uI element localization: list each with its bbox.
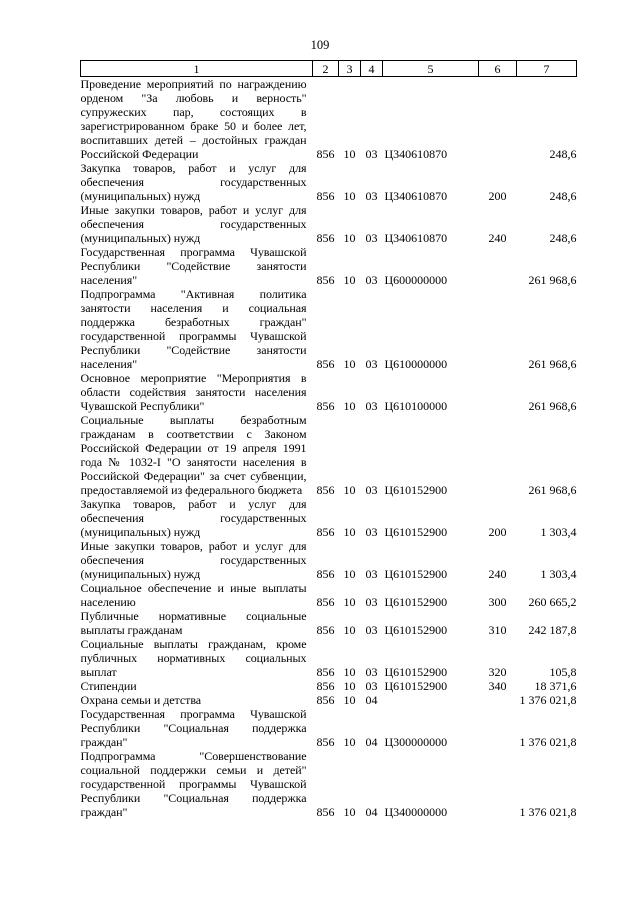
table-row [81, 707, 577, 749]
row-expense-type: 240 [488, 567, 507, 581]
column-header-5: 5 [383, 61, 479, 77]
row-name: Закупка товаров, работ и услуг для обеспечения государственных (муниципальных) нужд [80, 161, 307, 203]
row-admin-code: 856 [316, 567, 335, 581]
row-admin-code: 856 [316, 665, 335, 679]
row-admin-code: 856 [316, 595, 335, 609]
row-expense-type: 320 [488, 665, 507, 679]
row-subsection: 03 [365, 189, 378, 203]
row-admin-code: 856 [316, 147, 335, 161]
row-target-article: Ц610152900 [384, 567, 448, 581]
page-number: 109 [310, 38, 330, 52]
table-row [81, 203, 577, 245]
table-row [81, 637, 577, 679]
row-section: 10 [343, 189, 356, 203]
row-name: Социальное обеспечение и иные выплаты населению [80, 581, 307, 609]
column-header-1: 1 [81, 61, 313, 77]
row-target-article: Ц610152900 [384, 665, 448, 679]
table-header [81, 61, 577, 77]
row-section: 10 [343, 357, 356, 371]
row-amount: 248,6 [549, 231, 577, 245]
row-amount: 248,6 [549, 189, 577, 203]
row-section: 10 [343, 483, 356, 497]
row-subsection: 03 [365, 147, 378, 161]
row-admin-code: 856 [316, 231, 335, 245]
table-row [81, 749, 577, 819]
row-expense-type [479, 749, 517, 819]
row-subsection: 04 [365, 693, 378, 707]
row-section: 10 [343, 273, 356, 287]
row-name: Государственная программа Чувашской Республики "Содействие занятости населения" [80, 245, 307, 287]
row-target-article: Ц610152900 [384, 525, 448, 539]
table-row [81, 413, 577, 497]
row-admin-code: 856 [316, 399, 335, 413]
row-section: 10 [343, 147, 356, 161]
row-amount: 261 968,6 [528, 273, 577, 287]
row-expense-type: 240 [488, 231, 507, 245]
row-target-article: Ц340610870 [384, 231, 448, 245]
table-row [81, 609, 577, 637]
table-row [81, 287, 577, 371]
row-admin-code: 856 [316, 483, 335, 497]
row-amount: 1 303,4 [540, 525, 577, 539]
row-target-article: Ц610152900 [384, 679, 448, 693]
row-subsection: 03 [365, 679, 378, 693]
row-section: 10 [343, 665, 356, 679]
row-admin-code: 856 [316, 679, 335, 693]
row-expense-type [479, 287, 517, 371]
row-target-article: Ц340610870 [384, 189, 448, 203]
row-admin-code: 856 [316, 735, 335, 749]
column-header-6: 6 [479, 61, 517, 77]
row-amount: 105,8 [549, 665, 577, 679]
row-name: Подпрограмма "Активная политика занятости населения и социальная поддержка безработных граждан" государственной программы Чувашской Республики "Содействие занятости населения" [80, 287, 307, 371]
row-section: 10 [343, 595, 356, 609]
row-name: Подпрограмма "Совершенствование социальной поддержки семьи и детей" государственной программы Чувашской Республики "Социальная поддержка граждан" [80, 749, 307, 819]
row-section: 10 [343, 399, 356, 413]
row-subsection: 04 [365, 805, 378, 819]
table-row [81, 539, 577, 581]
row-section: 10 [343, 525, 356, 539]
row-expense-type [479, 413, 517, 497]
row-target-article: Ц340610870 [384, 147, 448, 161]
row-target-article: Ц610152900 [384, 623, 448, 637]
row-target-article: Ц340000000 [384, 805, 448, 819]
row-target-article: Ц600000000 [384, 273, 448, 287]
table-row [81, 77, 577, 162]
column-header-7: 7 [517, 61, 577, 77]
row-name: Иные закупки товаров, работ и услуг для обеспечения государственных (муниципальных) нужд [80, 203, 307, 245]
row-subsection: 04 [365, 735, 378, 749]
table-body [81, 77, 577, 820]
row-section: 10 [343, 805, 356, 819]
row-amount: 261 968,6 [528, 399, 577, 413]
row-name: Основное мероприятие "Мероприятия в области содействия занятости населения Чувашской Республики" [80, 371, 307, 413]
row-amount: 260 665,2 [528, 595, 577, 609]
row-admin-code: 856 [316, 189, 335, 203]
row-subsection: 03 [365, 595, 378, 609]
row-section: 10 [343, 567, 356, 581]
row-amount: 1 303,4 [540, 567, 577, 581]
row-admin-code: 856 [316, 273, 335, 287]
row-amount: 1 376 021,8 [519, 805, 577, 819]
row-name: Закупка товаров, работ и услуг для обеспечения государственных (муниципальных) нужд [80, 497, 307, 539]
row-target-article: Ц610152900 [384, 595, 448, 609]
row-subsection: 03 [365, 231, 378, 245]
row-admin-code: 856 [316, 525, 335, 539]
table-row [81, 679, 577, 693]
row-amount: 242 187,8 [528, 623, 577, 637]
row-name: Иные закупки товаров, работ и услуг для обеспечения государственных (муниципальных) нужд [80, 539, 307, 581]
budget-table [80, 60, 577, 819]
row-subsection: 03 [365, 665, 378, 679]
row-admin-code: 856 [316, 357, 335, 371]
row-name: Социальные выплаты безработным гражданам в соответствии с Законом Российской Федерации от 19 апреля 1991 года № 1032-I "О занятости населения в Российской Федерации" за счет субвенции, предоставляемой из федерального бюджета [80, 413, 307, 497]
row-amount: 18 371,6 [534, 679, 577, 693]
table-row [81, 693, 577, 707]
header-row [81, 61, 577, 77]
row-amount: 248,6 [549, 147, 577, 161]
row-section: 10 [343, 231, 356, 245]
row-target-article: Ц610000000 [384, 357, 448, 371]
row-target-article: Ц610100000 [384, 399, 448, 413]
row-name: Государственная программа Чувашской Республики "Социальная поддержка граждан" [80, 707, 307, 749]
row-name: Проведение мероприятий по награждению орденом "За любовь и верность" супружеских пар, состоящих в зарегистрированном браке 50 и более лет, воспитавших детей – достойных граждан Российской Федерации [80, 77, 307, 161]
row-expense-type: 200 [488, 189, 507, 203]
row-name: Социальные выплаты гражданам, кроме публичных нормативных социальных выплат [80, 637, 307, 679]
row-subsection: 03 [365, 567, 378, 581]
row-subsection: 03 [365, 525, 378, 539]
row-target-article: Ц300000000 [384, 735, 448, 749]
row-expense-type: 310 [488, 623, 507, 637]
row-subsection: 03 [365, 273, 378, 287]
row-section: 10 [343, 735, 356, 749]
row-admin-code: 856 [316, 693, 335, 707]
row-expense-type [479, 371, 517, 413]
row-expense-type [479, 77, 517, 162]
row-expense-type: 300 [488, 595, 507, 609]
row-expense-type: 340 [488, 679, 507, 693]
row-admin-code: 856 [316, 805, 335, 819]
column-header-4: 4 [361, 61, 383, 77]
row-admin-code: 856 [316, 623, 335, 637]
row-subsection: 03 [365, 357, 378, 371]
column-header-2: 2 [313, 61, 339, 77]
row-name: Стипендии [80, 679, 137, 693]
row-amount: 1 376 021,8 [519, 735, 577, 749]
row-subsection: 03 [365, 483, 378, 497]
row-amount: 261 968,6 [528, 357, 577, 371]
row-subsection: 03 [365, 399, 378, 413]
row-expense-type [479, 245, 517, 287]
row-target-article [383, 693, 479, 707]
row-section: 10 [343, 679, 356, 693]
row-amount: 261 968,6 [528, 483, 577, 497]
table-row [81, 161, 577, 203]
row-subsection: 03 [365, 623, 378, 637]
table-row [81, 497, 577, 539]
row-target-article: Ц610152900 [384, 483, 448, 497]
row-section: 10 [343, 693, 356, 707]
row-expense-type [479, 693, 517, 707]
row-name: Охрана семьи и детства [80, 693, 202, 707]
row-expense-type: 200 [488, 525, 507, 539]
row-amount: 1 376 021,8 [519, 693, 577, 707]
column-header-3: 3 [339, 61, 361, 77]
row-section: 10 [343, 623, 356, 637]
row-name: Публичные нормативные социальные выплаты гражданам [80, 609, 307, 637]
table-row [81, 245, 577, 287]
row-expense-type [479, 707, 517, 749]
table-row [81, 581, 577, 609]
table-row [81, 371, 577, 413]
